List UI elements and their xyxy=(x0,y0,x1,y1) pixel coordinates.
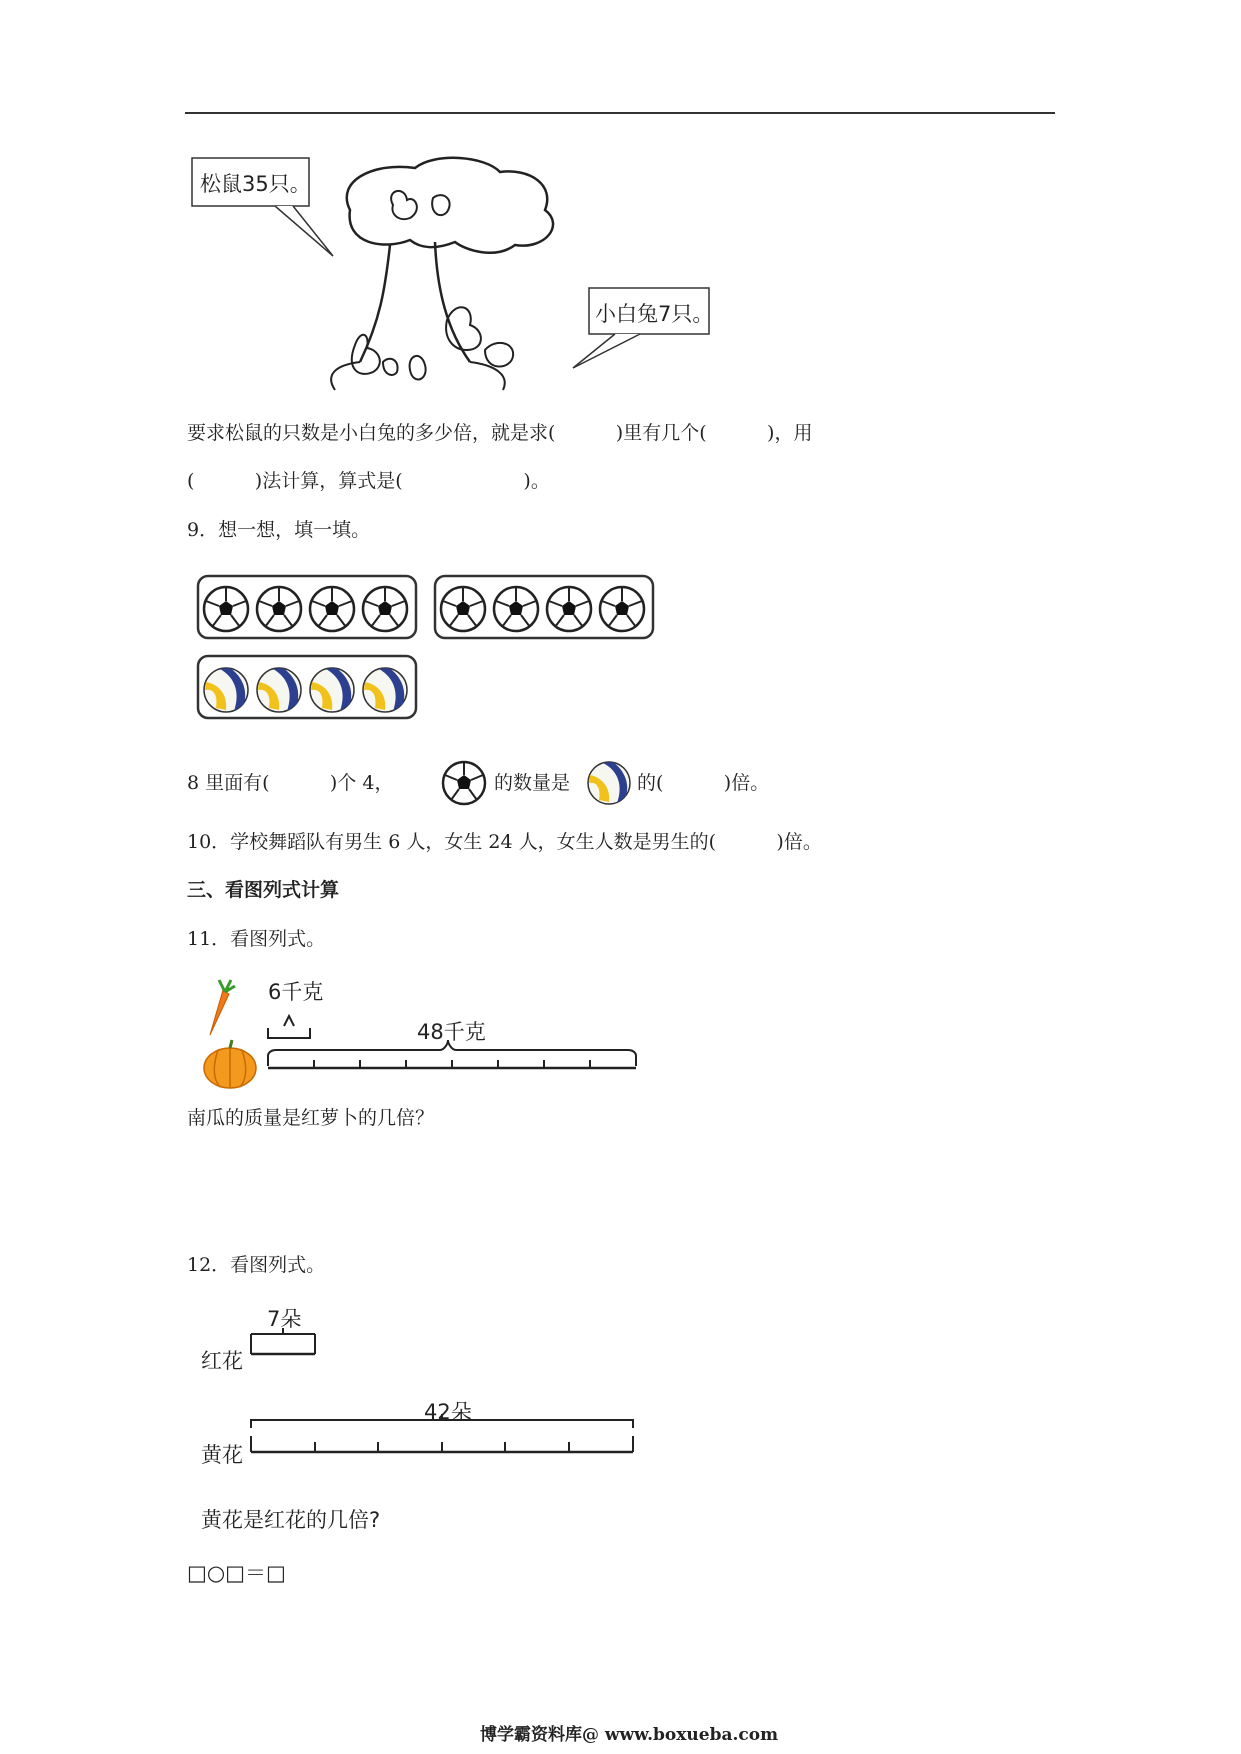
soccer-row-2 xyxy=(438,585,653,633)
soccer-row-1 xyxy=(201,585,416,633)
q12-yellow-amount: 42朵 xyxy=(424,1400,472,1424)
q11-title: 11．看图列式。 xyxy=(187,928,326,950)
q9-answer-part2: 的数量是 xyxy=(494,772,571,794)
q11-question: 南瓜的质量是红萝卜的几倍？ xyxy=(187,1107,435,1129)
volleyball-icon xyxy=(310,668,354,712)
tree-illustration xyxy=(185,150,725,410)
volleyball-icon xyxy=(257,668,301,712)
soccer-ball-icon xyxy=(600,587,644,631)
callout-squirrels: 松鼠35只。 xyxy=(200,172,311,196)
q12-formula: □○□＝□ xyxy=(187,1561,286,1585)
q11-pumpkin-label: 48千克 xyxy=(417,1020,486,1044)
soccer-ball-icon xyxy=(494,587,538,631)
soccer-ball-icon xyxy=(204,587,248,631)
soccer-ball-icon xyxy=(363,587,407,631)
q12-red-amount: 7朵 xyxy=(267,1307,302,1331)
q8-line1: 要求松鼠的只数是小白兔的多少倍，就是求( )里有几个( )，用 xyxy=(187,422,813,444)
q9-title: 9．想一想，填一填。 xyxy=(187,519,371,541)
volleyball-row xyxy=(201,666,416,714)
q12-yellow-label: 黄花 xyxy=(201,1443,243,1467)
soccer-ball-icon xyxy=(441,760,487,806)
volleyball-icon xyxy=(586,760,632,806)
soccer-ball-icon xyxy=(547,587,591,631)
carrot-icon xyxy=(205,980,235,1040)
q9-answer-part1: 8 里面有( )个 4， xyxy=(187,772,394,794)
volleyball-icon xyxy=(204,668,248,712)
soccer-ball-icon xyxy=(310,587,354,631)
q12-red-label: 红花 xyxy=(201,1349,243,1373)
q9-answer-part3: 的( )倍。 xyxy=(637,772,770,794)
q12-bar-diagram xyxy=(245,1320,665,1480)
footer-watermark: 博学霸资料库@ www.boxueba.com xyxy=(480,1725,779,1745)
soccer-ball-icon xyxy=(441,587,485,631)
q11-bar-diagram xyxy=(262,1008,682,1078)
soccer-ball-icon xyxy=(257,587,301,631)
header-rule xyxy=(185,112,1055,114)
q8-line2: ( )法计算，算式是( )。 xyxy=(187,470,550,492)
volleyball-icon xyxy=(363,668,407,712)
section3-heading: 三、看图列式计算 xyxy=(187,879,340,901)
q11-carrot-label: 6千克 xyxy=(268,980,324,1004)
q12-title: 12．看图列式。 xyxy=(187,1254,326,1276)
callout-rabbits: 小白兔7只。 xyxy=(595,302,714,326)
q12-question: 黄花是红花的几倍? xyxy=(201,1508,381,1532)
pumpkin-icon xyxy=(202,1040,258,1090)
q10-text: 10．学校舞蹈队有男生 6 人，女生 24 人，女生人数是男生的( )倍。 xyxy=(187,831,822,853)
